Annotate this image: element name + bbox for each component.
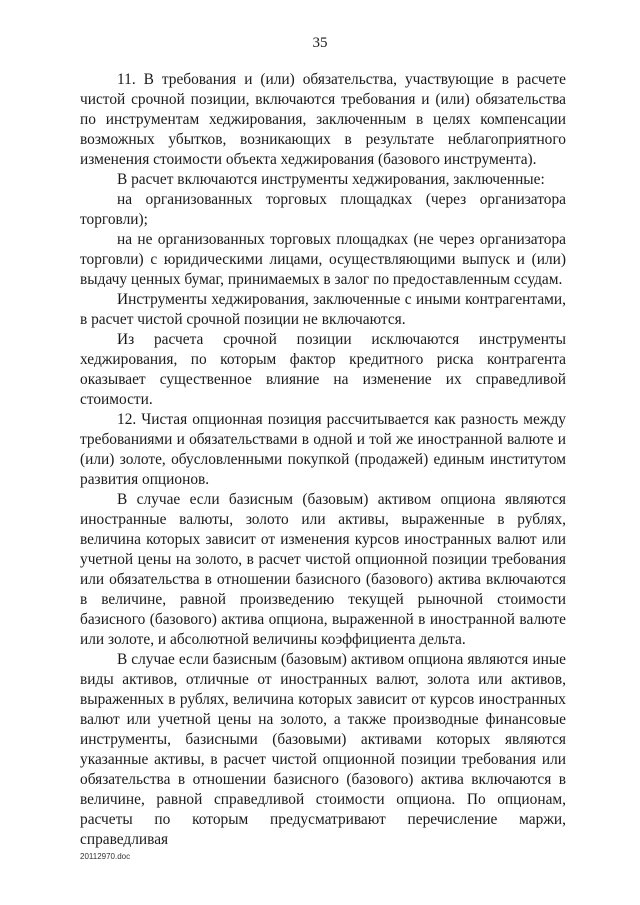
paragraph-unorganized-markets: на не организованных торговых площадках (не через организатора торговли) с юридическими лицами, осуществляющими выпуск и (или) выдачу ценных бумаг, принимаемых в залог по предоставленным ссудам. xyxy=(80,231,566,288)
paragraph-organized-markets: на организованных торговых площадках (через организатора торговли); xyxy=(80,191,566,228)
document-filename: 20112970.doc xyxy=(80,852,131,861)
document-body xyxy=(80,70,566,850)
page-number: 35 xyxy=(312,35,328,51)
paragraph-excluded-instruments: Из расчета срочной позиции исключаются инструменты хеджирования, по которым фактор кредитного риска контрагента оказывает существенное влияние на изменение их справедливой стоимости. xyxy=(80,331,566,408)
paragraph-item-11: 11. В требования и (или) обязательства, участвующие в расчете чистой срочной позиции, включаются требования и (или) обязательства по инструментам хеджирования, заключенным в целях компенсации возможных убытков, возникающих в результате неблагоприятного изменения стоимости объекта хеджирования (базового инструмента). xyxy=(80,71,566,168)
paragraph-currency-options: В случае если базисным (базовым) активом опциона являются иностранные валюты, золото или активы, выраженные в рублях, величина которых зависит от изменения курсов иностранных валют или учетной цены на золото, в расчет чистой опционной позиции требования или обязательства в отношении базисного (базового) актива включаются в величине, равной произведению текущей рыночной стоимости базисного (базового) актива опциона, выраженной в иностранной валюте или золоте, и абсолютной величины коэффициента дельта. xyxy=(80,491,566,648)
paragraph-other-assets-options: В случае если базисным (базовым) активом опциона являются иные виды активов, отличные от иностранных валют, золота или активов, выраженных в рублях, величина которых зависит от курсов иностранных валют или учетной цены на золото, а также производные финансовые инструменты, базисными (базовыми) активами которых являются указанные активы, в расчет чистой опционной позиции требования или обязательства в отношении базисного (базового) актива включаются в величине, равной справедливой стоимости опциона. По опционам, расчеты по которым предусматривают перечисление маржи, справедливая xyxy=(80,651,566,848)
paragraph-item-12: 12. Чистая опционная позиция рассчитывается как разность между требованиями и обязательствами в одной и той же иностранной валюте и (или) золоте, обусловленными покупкой (продажей) единым институтом развития опционов. xyxy=(80,411,566,488)
paragraph-other-counterparties: Инструменты хеджирования, заключенные с иными контрагентами, в расчет чистой срочной позиции не включаются. xyxy=(80,291,566,328)
paragraph-hedging-included: В расчет включаются инструменты хеджирования, заключенные: xyxy=(117,171,545,188)
